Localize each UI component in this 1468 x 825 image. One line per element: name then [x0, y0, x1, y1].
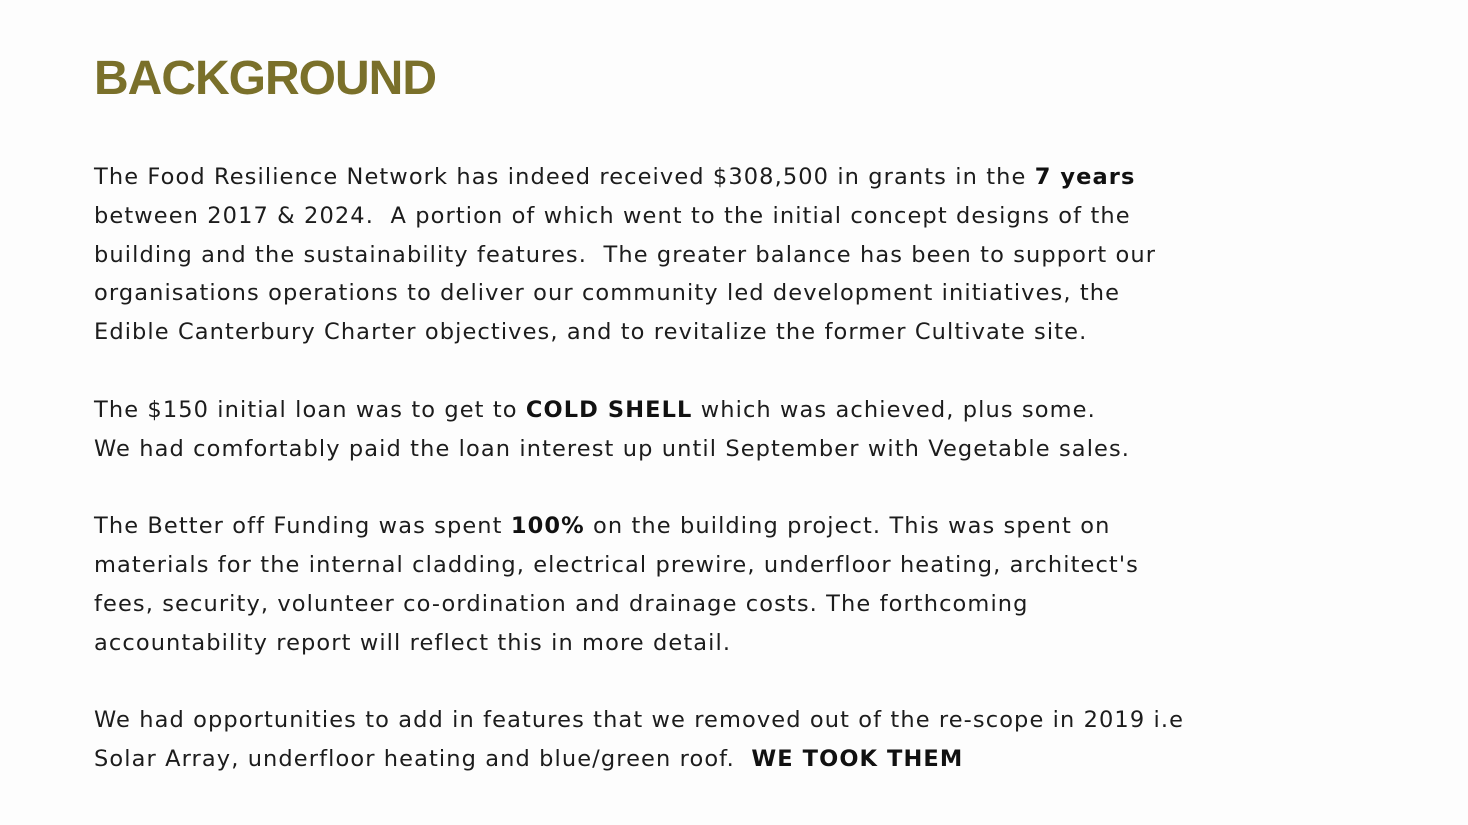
text-line: Edible Canterbury Charter objectives, and to revitalize the former Cultivate site.: [94, 319, 1088, 346]
text-line: fees, security, volunteer co-ordination and drainage costs. The forthcoming: [94, 590, 1029, 617]
body-text: [94, 158, 1394, 818]
bold-text: 7 years: [1034, 164, 1136, 190]
text-line: [94, 158, 1394, 197]
text-line: building and the sustainability features. The greater balance has been to support our: [94, 241, 1157, 268]
text-run: which was achieved, plus some.: [692, 396, 1096, 423]
text-line: We had comfortably paid the loan interest up until September with Vegetable sales.: [94, 435, 1131, 462]
text-run: The Food Resilience Network has indeed received $308,500 in grants in the: [94, 164, 1035, 190]
text-line: between 2017 & 2024. A portion of which went to the initial concept designs of the: [94, 202, 1131, 229]
paragraph-grants: [94, 158, 1394, 352]
text-run: The $150 initial loan was to get to: [94, 396, 526, 423]
paragraph-loan: [94, 391, 1394, 469]
bold-text: 100%: [510, 513, 585, 540]
paragraph-funding: [94, 507, 1394, 662]
text-run: The Better off Funding was spent: [94, 513, 511, 540]
text-line: [94, 507, 1394, 546]
text-line: organisations operations to deliver our community led development initiatives, the: [94, 280, 1121, 307]
bold-text: WE TOOK THEM: [751, 745, 964, 772]
text-line: [94, 740, 1394, 779]
page-title: BACKGROUND: [94, 52, 436, 105]
paragraph-features: [94, 701, 1394, 779]
text-line: accountability report will reflect this in more detail.: [94, 629, 732, 656]
text-run: Solar Array, underfloor heating and blue/green roof.: [94, 745, 752, 772]
bold-text: COLD SHELL: [525, 396, 693, 423]
text-run: on the building project. This was spent on: [584, 513, 1111, 540]
text-line: We had opportunities to add in features that we removed out of the re-scope in 2019 i.e: [94, 707, 1185, 734]
text-line: materials for the internal cladding, electrical prewire, underfloor heating, architect's: [94, 551, 1139, 578]
text-line: [94, 391, 1394, 430]
